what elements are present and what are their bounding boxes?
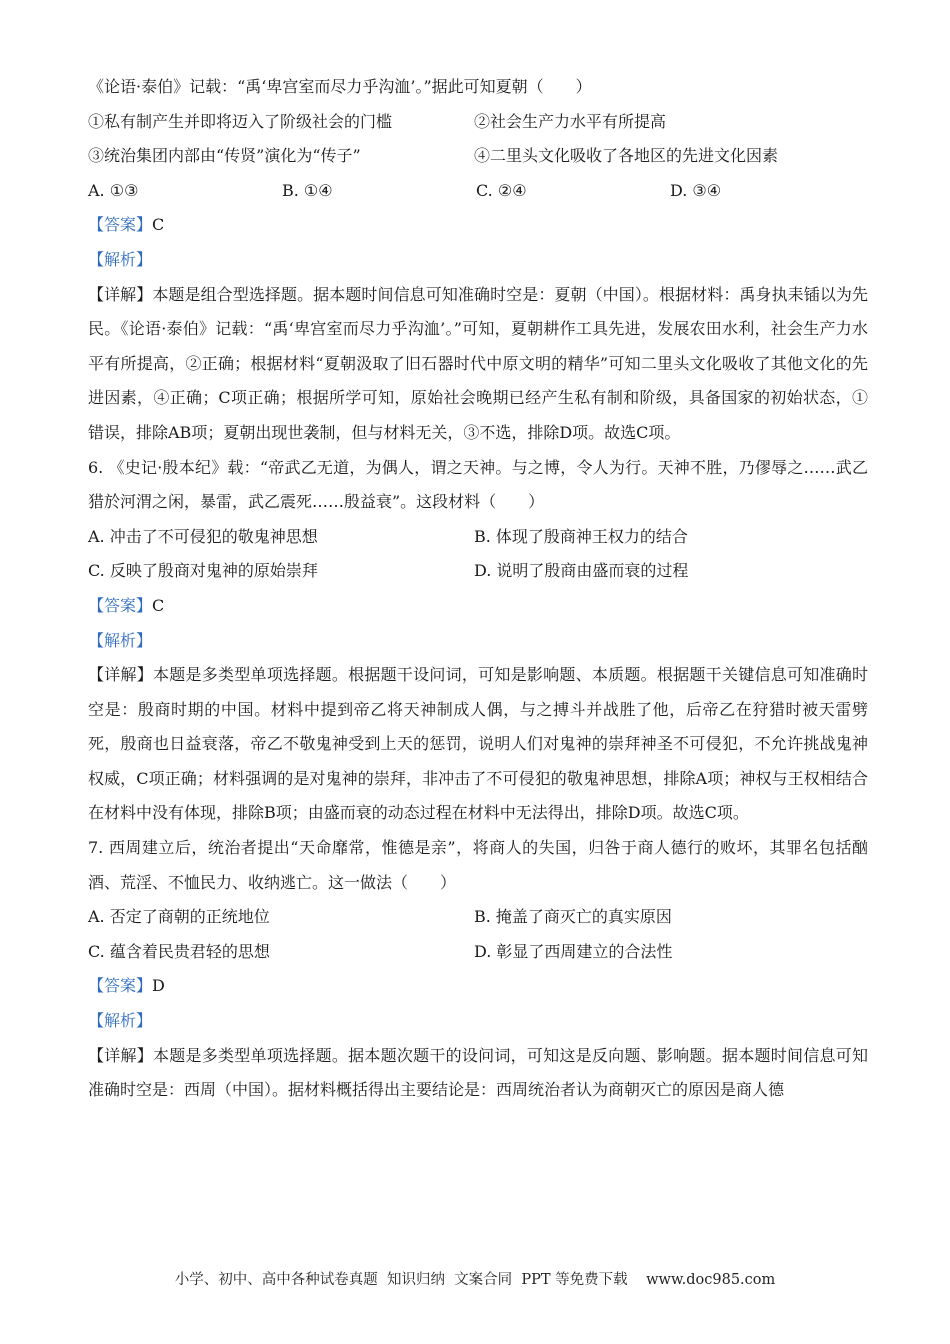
q6-options-row1: [88, 520, 868, 555]
q7-detail-label: 【详解】: [88, 1045, 154, 1065]
q7-answer: [88, 969, 868, 1004]
q6-detail-label: 【详解】: [88, 665, 154, 685]
q6-detail-text: 本题是多类型单项选择题。根据题干设问词，可知是影响题、本质题。根据题干关键信息可知准确时空是：殷商时期的中国。材料中提到帝乙将天神制成人偶，与之搏斗并战胜了他，后帝乙在狩猎时被天雷劈死，殷商也日益衰落，帝乙不敬鬼神受到上天的惩罚，说明人们对鬼神的崇拜神圣不可侵犯，不允许挑战鬼神权威，C项正确；材料强调的是对鬼神的崇拜，非冲击了不可侵犯的敬鬼神思想，排除A项；神权与王权相结合在材料中没有体现，排除B项；由盛而衰的动态过程在材料中无法得出，排除D项。故选C项。: [88, 665, 868, 823]
q6-stem: 6. 《史记·殷本纪》载：“帝武乙无道，为偶人，谓之天神。与之博，令人为行。天神不胜，乃僇辱之……武乙猎於河渭之闲，暴雷，武乙震死……殷益衰”。这段材料（ ）: [88, 457, 868, 512]
q5-detail-text: 本题是组合型选择题。据本题时间信息可知准确时空是：夏朝（中国）。根据材料：禹身执耒锸以为先民。《论语·泰伯》记载：“禹‘卑宫室而尽力乎沟洫’。”可知，夏朝耕作工具先进，发展农田水利，社会生产力水平有所提高，②正确；根据材料“夏朝汲取了旧石器时代中原文明的精华”可知二里头文化吸收了其他文化的先进因素，④正确；C项正确；根据所学可知，原始社会晚期已经产生私有制和阶级，具备国家的初始状态，①错误，排除AB项；夏朝出现世袭制，但与材料无关，③不选，排除D项。故选C项。: [88, 284, 868, 442]
q7-detail-text: 本题是多类型单项选择题。据本题次题干的设问词，可知这是反向题、影响题。据本题时间信息可知准确时空是：西周（中国）。据材料概括得出主要结论是：西周统治者认为商朝灭亡的原因是商人德: [88, 1045, 868, 1100]
q7-options-row1: [88, 900, 868, 935]
q5-answer-value: C: [152, 215, 165, 235]
q5-detail-label: 【详解】: [88, 284, 153, 304]
q7-option-d: D. 彰显了西周建立的合法性: [474, 941, 673, 961]
document-body: [88, 70, 868, 1108]
page-footer: [0, 1268, 950, 1289]
q7-options-row2: [88, 935, 868, 970]
q5-statements-row1: [88, 105, 868, 140]
footer-url[interactable]: www.doc985.com: [646, 1272, 776, 1288]
q7-option-b: B. 掩盖了商灭亡的真实原因: [474, 907, 672, 927]
q6-option-a: A. 冲击了不可侵犯的敬鬼神思想: [88, 526, 318, 546]
q5-option-a: A. ①③: [88, 180, 139, 200]
q5-statement-4: ④二里头文化吸收了各地区的先进文化因素: [474, 146, 779, 166]
q5-stem: 《论语·泰伯》记载：“禹‘卑宫室而尽力乎沟洫’。”据此可知夏朝（ ）: [88, 77, 592, 96]
q6-option-c: C. 反映了殷商对鬼神的原始崇拜: [88, 561, 318, 581]
q6-option-d: D. 说明了殷商由盛而衰的过程: [474, 561, 689, 581]
q6-options-row2: [88, 554, 868, 589]
q7-stem: 7. 西周建立后，统治者提出“天命靡常，惟德是亲”，将商人的失国，归咎于商人德行的败坏，其罪名包括酗酒、荒淫、不恤民力、收纳逃亡。这一做法（ ）: [88, 838, 868, 892]
q7-detail: [88, 1039, 868, 1108]
q7-option-a: A. 否定了商朝的正统地位: [88, 907, 270, 927]
q6-detail: [88, 658, 868, 831]
q5-option-d: D. ③④: [670, 180, 722, 200]
q6-analysis-label: 【解析】: [88, 630, 153, 650]
q5-detail: [88, 278, 868, 451]
q5-statements-row2: [88, 139, 868, 174]
q7-answer-value: D: [152, 976, 165, 996]
q6-answer-value: C: [152, 595, 165, 615]
q6-answer: [88, 589, 868, 624]
q5-answer: [88, 208, 868, 243]
q5-option-b: B. ①④: [282, 180, 333, 200]
q5-option-c: C. ②④: [476, 180, 527, 200]
q5-answer-label: 【答案】: [88, 215, 153, 235]
q7-option-c: C. 蕴含着民贵君轻的思想: [88, 941, 270, 961]
q5-statement-1: ①私有制产生并即将迈入了阶级社会的门槛: [88, 111, 393, 131]
q5-statement-3: ③统治集团内部由“传贤”演化为“传子”: [88, 146, 361, 166]
q7-answer-label: 【答案】: [88, 976, 153, 996]
footer-text: 小学、初中、高中各种试卷真题 知识归纳 文案合同 PPT 等免费下载: [174, 1272, 628, 1288]
q6-answer-label: 【答案】: [88, 595, 153, 615]
q7-analysis-label: 【解析】: [88, 1011, 153, 1031]
q5-analysis-label: 【解析】: [88, 249, 153, 269]
q5-options: [88, 174, 868, 209]
q5-statement-2: ②社会生产力水平有所提高: [474, 111, 667, 131]
q6-option-b: B. 体现了殷商神王权力的结合: [474, 526, 688, 546]
